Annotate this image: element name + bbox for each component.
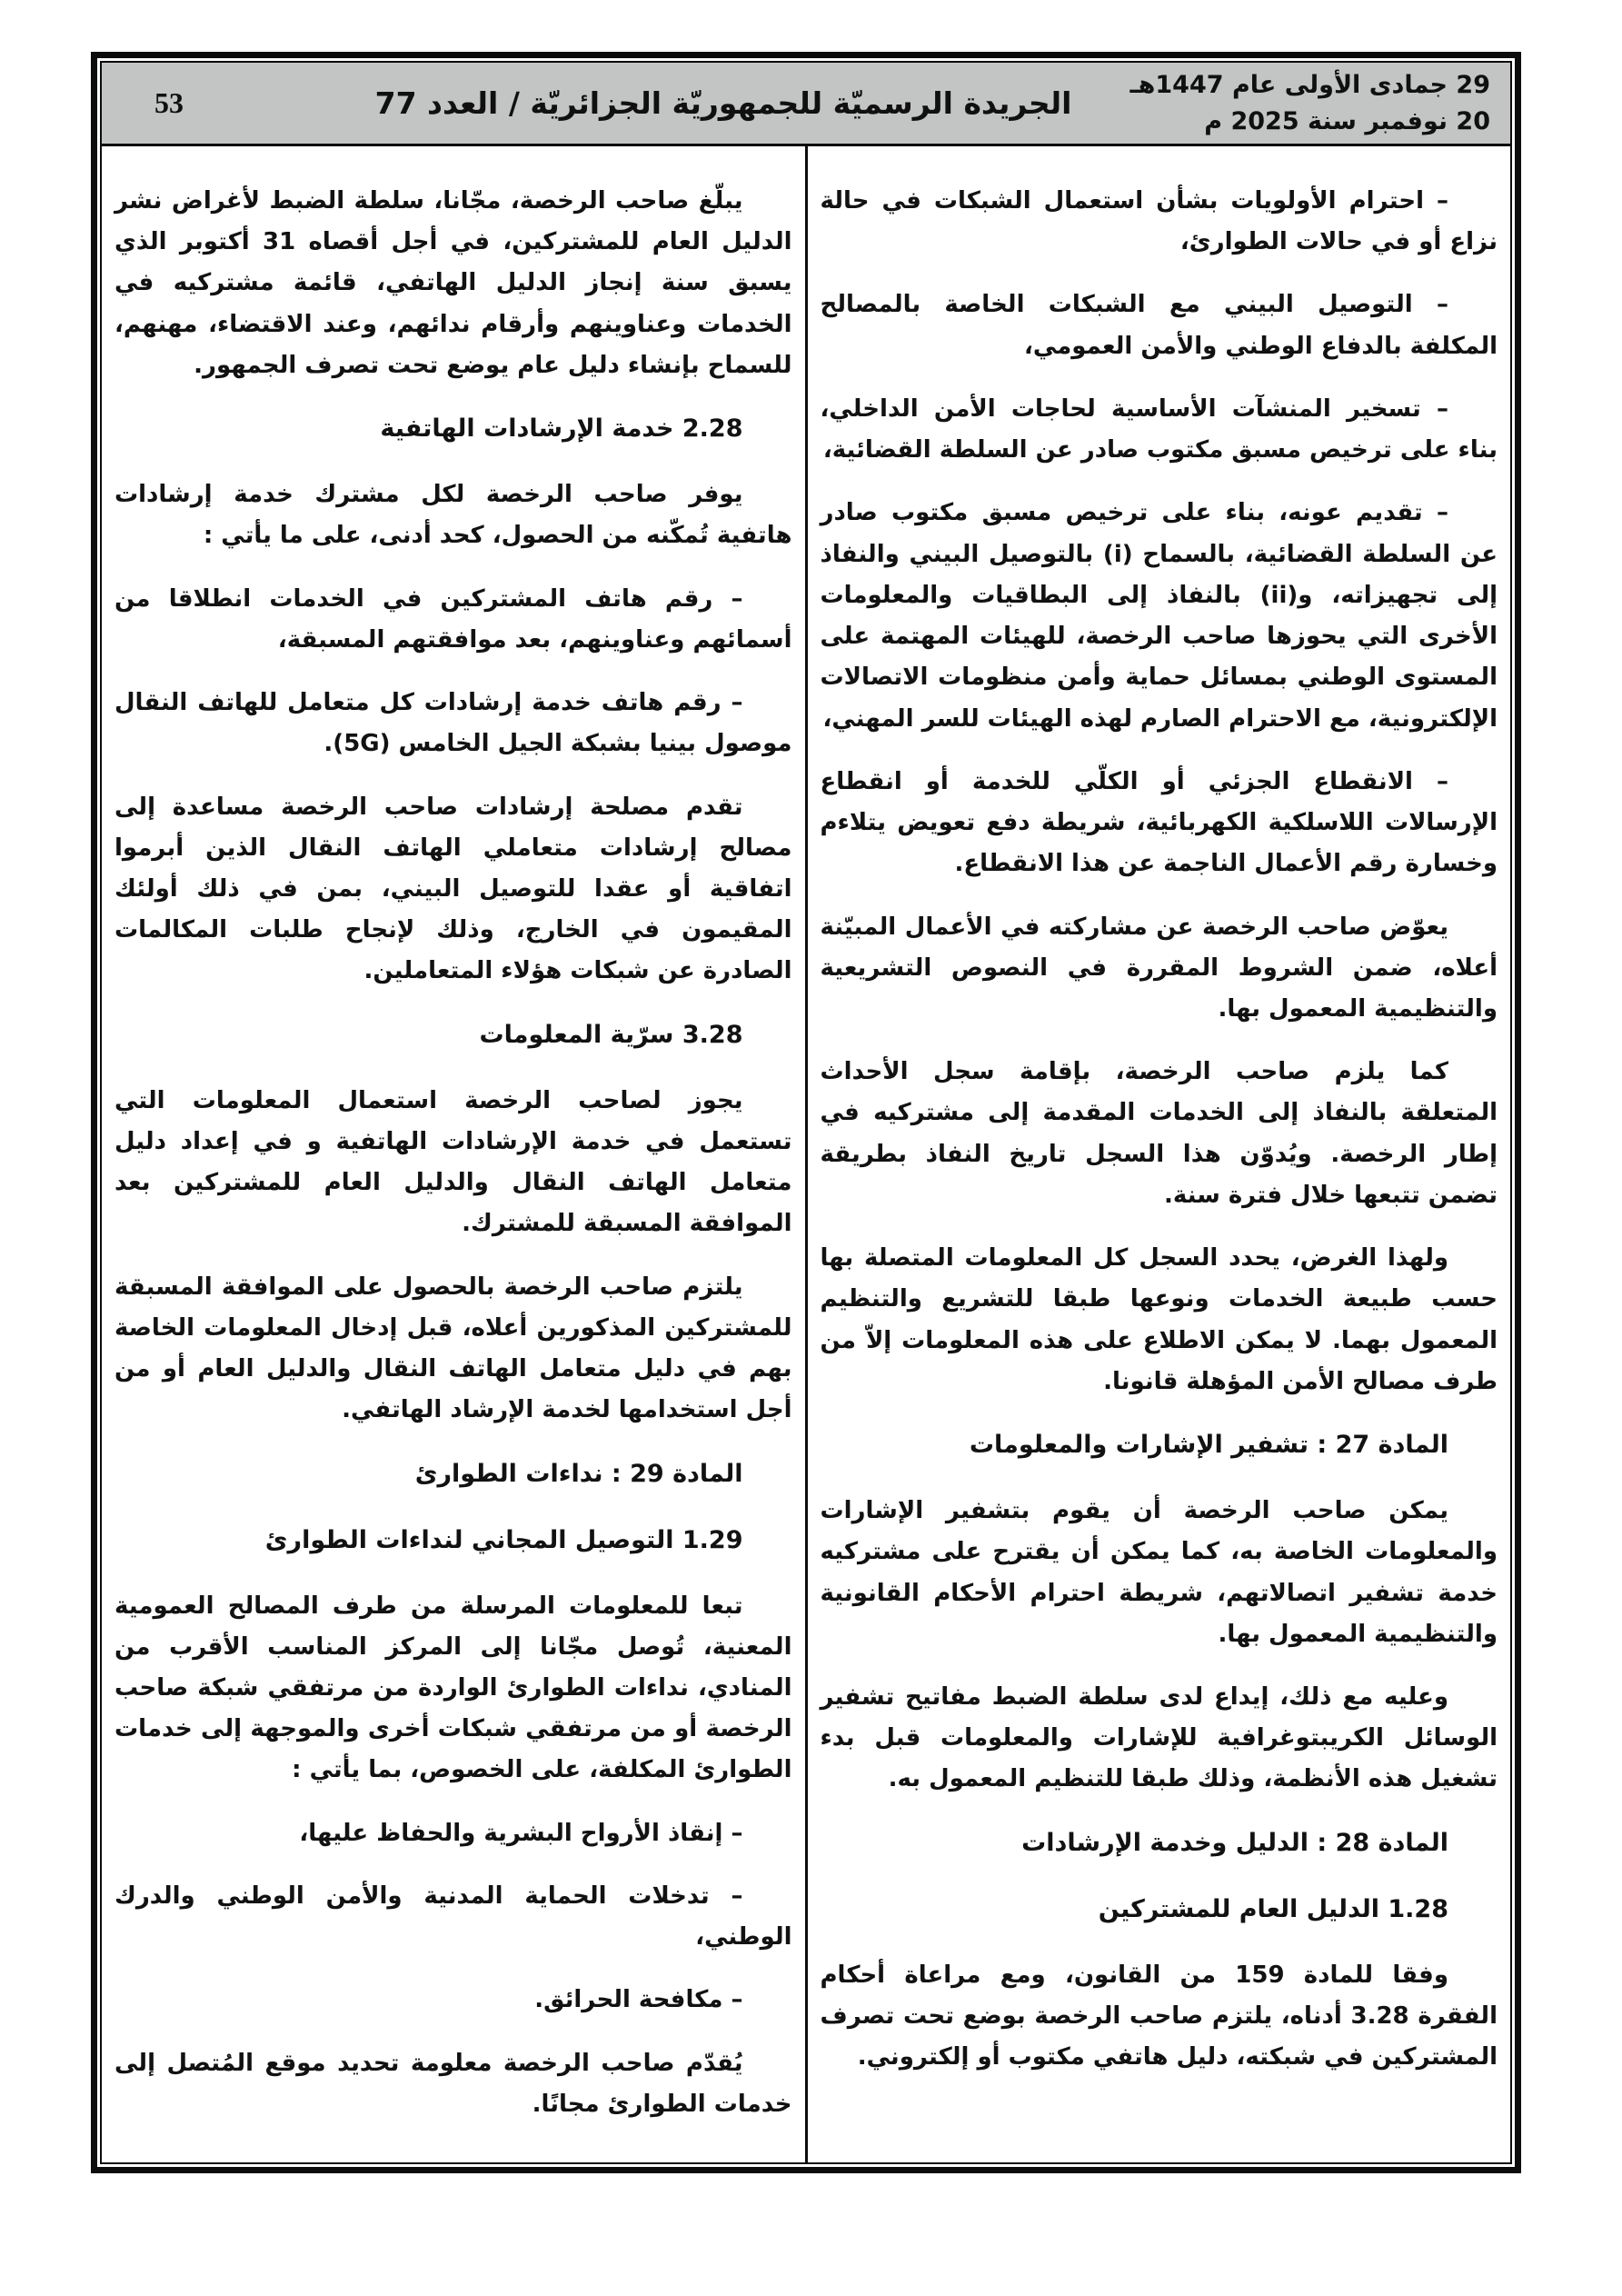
hijri-date: 29 جمادى الأولى عام 1447هـ — [1129, 71, 1490, 100]
paragraph: وعليه مع ذلك، إيداع لدى سلطة الضبط مفاتيح تشفير الوسائل الكريبتوغرافية للإشارات والمعلومات قبل بدء تشغيل هذه الأنظمة، وذلك طبقا للتنظيم المعمول به. — [820, 1683, 1498, 1793]
paragraph: يعوّض صاحب الرخصة عن مشاركته في الأعمال المبيّنة أعلاه، ضمن الشروط المقررة في النصوص التشريعية والتنظيمية المعمول بها. — [820, 913, 1498, 1023]
article-28-heading: المادة 28 : الدليل وخدمة الإرشادات — [1021, 1828, 1448, 1857]
list-item: – مكافحة الحرائق. — [534, 1986, 743, 2014]
paragraph: يجوز لصاحب الرخصة استعمال المعلومات التي تستعمل في خدمة الإرشادات الهاتفية و في إعداد دليل متعامل الهاتف النقال والدليل العام للمشتركين بعد الموافقة المسبقة للمشترك. — [114, 1086, 792, 1238]
paragraph: يبلّغ صاحب الرخصة، مجّانا، سلطة الضبط لأغراض نشر الدليل العام للمشتركين، في أجل أقصاه 31 أكتوبر الذي يسبق سنة إنجاز الدليل الهاتفي، قائمة مشتركيه في الخدمات وعناوينهم وأرقام ندائهم، وعند الاقتضاء، مهنهم، للسماح بإنشاء دليل عام يوضع تحت تصرف الجمهور. — [114, 187, 792, 379]
list-item: – تسخير المنشآت الأساسية لحاجات الأمن الداخلي، بناء على ترخيص مسبق مكتوب صادر عن السلطة القضائية، — [820, 394, 1498, 464]
section-1-29-heading: 1.29 التوصيل المجاني لنداءات الطوارئ — [264, 1525, 743, 1554]
paragraph: يلتزم صاحب الرخصة بالحصول على الموافقة المسبقة للمشتركين المذكورين أعلاه، قبل إدخال المعلومات الخاصة بهم في دليل متعامل الهاتف النقال والدليل العام أو من أجل استخدامها لخدمة الإرشاد الهاتفي. — [114, 1273, 792, 1424]
paragraph: يمكن صاحب الرخصة أن يقوم بتشفير الإشارات والمعلومات الخاصة به، كما يمكن أن يقترح على مشتركيه خدمة تشفير اتصالاتهم، شريطة احترام الأحكام القانونية والتنظيمية المعمول بها. — [820, 1497, 1498, 1648]
gazette-header — [102, 63, 1510, 146]
list-item: – احترام الأولويات بشأن استعمال الشبكات في حالة نزاع أو في حالات الطوارئ، — [820, 187, 1498, 256]
list-item: – رقم هاتف خدمة إرشادات كل متعامل للهاتف النقال موصول بينيا بشبكة الجيل الخامس (5G). — [114, 689, 792, 758]
gregorian-date: 20 نوفمبر سنة 2025 م — [1204, 106, 1490, 135]
section-2-28-heading: 2.28 خدمة الإرشادات الهاتفية — [380, 414, 743, 444]
section-3-28-heading: 3.28 سرّية المعلومات — [479, 1020, 743, 1049]
list-item: – رقم هاتف المشتركين في الخدمات انطلاقا من أسمائهم وعناوينهم، بعد موافقتهم المسبقة، — [114, 584, 792, 654]
paragraph: يوفر صاحب الرخصة لكل مشترك خدمة إرشادات هاتفية تُمكّنه من الحصول، كحد أدنى، على ما يأتي : — [114, 481, 792, 550]
page-frame-inner — [100, 61, 1512, 2164]
gazette-title: الجريدة الرسميّة للجمهوريّة الجزائريّة / العدد 77 — [374, 85, 1072, 121]
right-column — [805, 146, 1511, 2162]
page-number: 53 — [154, 86, 184, 119]
page-body — [102, 146, 1510, 2162]
paragraph: ولهذا الغرض، يحدد السجل كل المعلومات المتصلة بها حسب طبيعة الخدمات ونوعها طبقا للتشريع والتنظيم المعمول بهما. لا يمكن الاطلاع على هذه المعلومات إلاّ من طرف مصالح الأمن المؤهلة قانونا. — [820, 1244, 1498, 1395]
paragraph: كما يلزم صاحب الرخصة، بإقامة سجل الأحداث المتعلقة بالنفاذ إلى الخدمات المقدمة إلى مشتركيه في إطار الرخصة. ويُدوّن هذا السجل تاريخ النفاذ بطريقة تضمن تتبعها خلال فترة سنة. — [820, 1058, 1498, 1209]
paragraph: يُقدّم صاحب الرخصة معلومة تحديد موقع المُتصل إلى خدمات الطوارئ مجانًا. — [114, 2049, 792, 2118]
list-item: – تدخلات الحماية المدنية والأمن الوطني والدرك الوطني، — [114, 1882, 792, 1952]
list-item: – الانقطاع الجزئي أو الكلّي للخدمة أو انقطاع الإرسالات اللاسلكية الكهربائية، شريطة دفع تعويض يتلاءم وخسارة رقم الأعمال الناجمة عن هذا الانقطاع. — [820, 767, 1498, 878]
list-item: – إنقاذ الأرواح البشرية والحفاظ عليها، — [299, 1819, 743, 1847]
list-item: – تقديم عونه، بناء على ترخيص مسبق مكتوب صادر عن السلطة القضائية، بالسماح (i) بالتوصيل البيني والنفاذ إلى تجهيزاته، و(ii) بالنفاذ إلى البطاقيات والمعلومات الأخرى التي يحوزها صاحب الرخصة، للهيئات المهتمة على المستوى الوطني بمسائل حماية وأمن منظومات الاتصالات الإلكترونية، مع الاحترام الصارم لهذه الهيئات للسر المهني، — [820, 499, 1498, 733]
article-29-heading: المادة 29 : نداءات الطوارئ — [414, 1459, 743, 1488]
section-1-28-heading: 1.28 الدليل العام للمشتركين — [1098, 1894, 1448, 1923]
issue-dates — [1129, 67, 1490, 138]
left-column — [102, 146, 805, 2162]
article-27-heading: المادة 27 : تشفير الإشارات والمعلومات — [969, 1431, 1448, 1460]
page-frame — [91, 52, 1521, 2173]
paragraph: تبعا للمعلومات المرسلة من طرف المصالح العمومية المعنية، تُوصل مجّانا إلى المركز المناسب الأقرب من المنادي، نداءات الطوارئ الواردة من مرتفقي شبكة صاحب الرخصة أو من مرتفقي شبكات أخرى والموجهة إلى خدمات الطوارئ المكلفة، على الخصوص، بما يأتي : — [114, 1592, 792, 1784]
list-item: – التوصيل البيني مع الشبكات الخاصة بالمصالح المكلفة بالدفاع الوطني والأمن العمومي، — [820, 291, 1498, 360]
paragraph: وفقا للمادة 159 من القانون، ومع مراعاة أحكام الفقرة 3.28 أدناه، يلتزم صاحب الرخصة بوضع تحت تصرف المشتركين في شبكته، دليل هاتفي مكتوب أو إلكتروني. — [820, 1961, 1498, 2071]
paragraph: تقدم مصلحة إرشادات صاحب الرخصة مساعدة إلى مصالح إرشادات متعاملي الهاتف النقال الذين أبرموا اتفاقية أو عقدا للتوصيل البيني، بمن في ذلك أولئك المقيمون في الخارج، وذلك لإنجاح طلبات المكالمات الصادرة عن شبكات هؤلاء المتعاملين. — [114, 793, 792, 985]
